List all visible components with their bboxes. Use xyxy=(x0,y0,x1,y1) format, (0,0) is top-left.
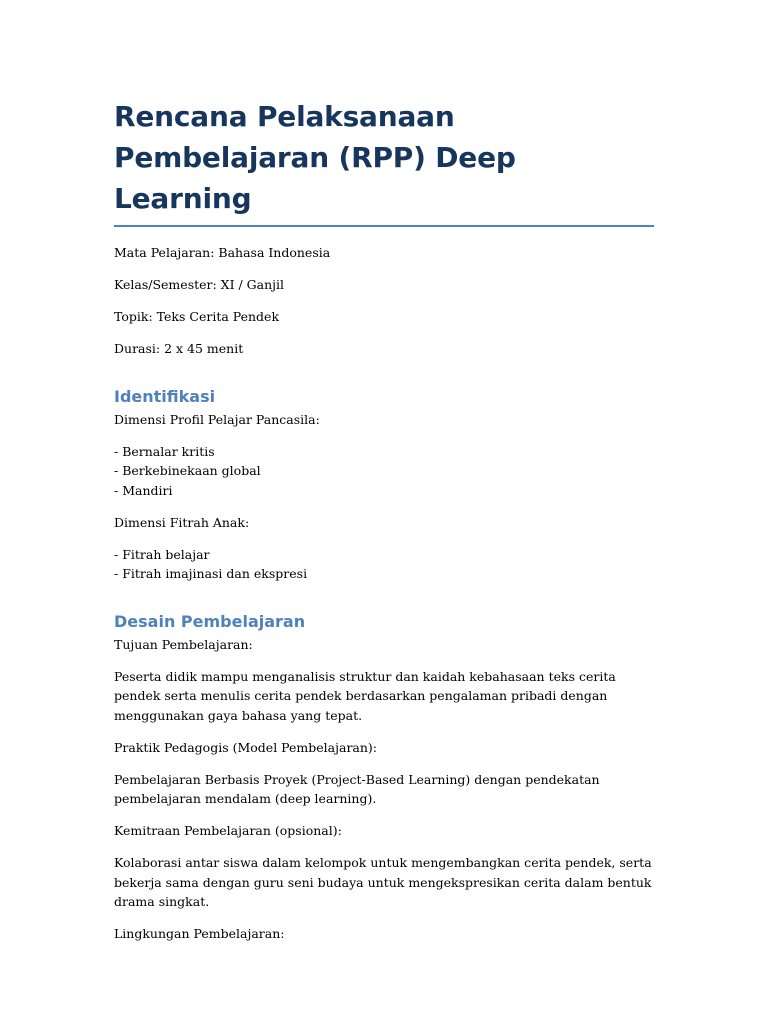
tujuan-label: Tujuan Pembelajaran: xyxy=(114,636,253,652)
section-identifikasi xyxy=(114,386,654,584)
meta-class-semester: Kelas/Semester: XI / Ganjil xyxy=(114,277,285,292)
list-item: - Fitrah imajinasi dan ekspresi xyxy=(114,566,308,581)
heading-identifikasi: Identifikasi xyxy=(114,386,216,406)
tujuan-text: Peserta didik mampu menganalisis struktur dan kaidah kebahasaan teks cerita pendek serta menulis cerita pendek berdasarkan pengalaman pribadi dengan menggunakan gaya bahasa yang tepat. xyxy=(114,668,616,723)
kemitraan-text: Kolaborasi antar siswa dalam kelompok untuk mengembangkan cerita pendek, serta bekerja sama dengan guru seni budaya untuk mengekspresikan cerita dalam bentuk drama singkat. xyxy=(114,855,652,909)
kemitraan-label: Kemitraan Pembelajaran (opsional): xyxy=(114,823,342,838)
praktik-label: Praktik Pedagogis (Model Pembelajaran): xyxy=(114,739,378,755)
fitrah-label: Dimensi Fitrah Anak: xyxy=(114,514,250,530)
list-item: - Berkebinekaan global xyxy=(114,463,261,478)
heading-desain: Desain Pembelajaran xyxy=(114,611,306,631)
list-item: - Bernalar kritis xyxy=(114,443,215,459)
list-item: - Mandiri xyxy=(114,482,173,498)
profil-list xyxy=(114,442,654,501)
praktik-text: Pembelajaran Berbasis Proyek (Project-Based Learning) dengan pendekatan pembelajaran mendalam (deep learning). xyxy=(114,771,600,806)
document-meta xyxy=(114,243,654,359)
meta-subject: Mata Pelajaran: Bahasa Indonesia xyxy=(114,245,331,260)
list-item: - Fitrah belajar xyxy=(114,546,210,562)
section-desain xyxy=(114,611,654,944)
lingkungan-label: Lingkungan Pembelajaran: xyxy=(114,926,285,941)
meta-topic: Topik: Teks Cerita Pendek xyxy=(114,309,280,324)
fitrah-list xyxy=(114,545,654,584)
meta-duration: Durasi: 2 x 45 menit xyxy=(114,341,244,356)
profil-label: Dimensi Profil Pelajar Pancasila: xyxy=(114,411,320,427)
document-title: Rencana Pelaksanaan Pembelajaran (RPP) Deep Learning xyxy=(114,96,654,227)
